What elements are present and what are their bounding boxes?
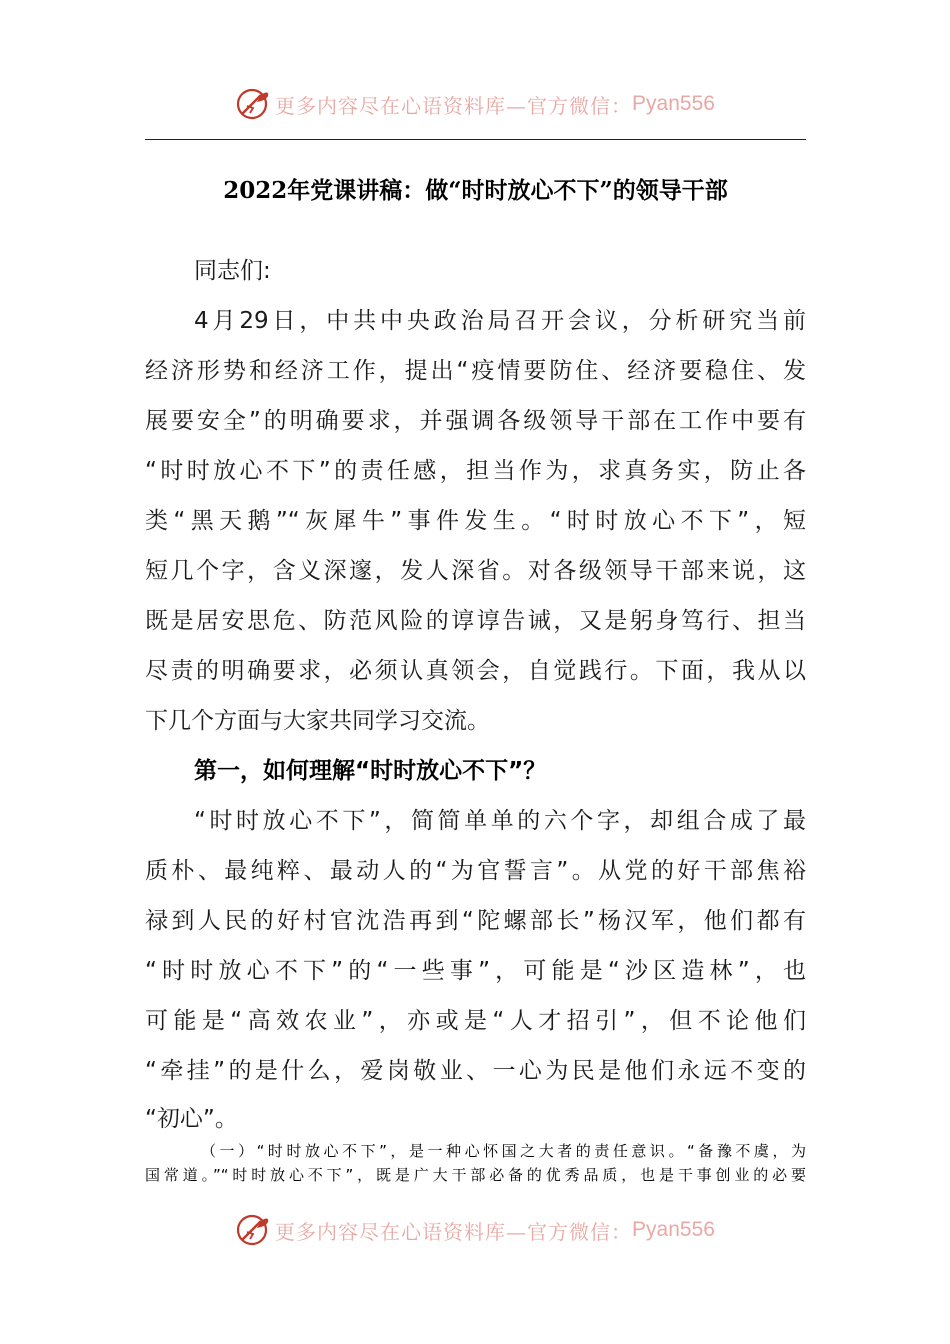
paragraph-line: “牵挂”的是什么，爱岗敬业、一心为民是他们永远不变的 bbox=[145, 1058, 806, 1084]
banner-text: 更多内容尽在心语资料库—官方微信： bbox=[275, 1219, 633, 1244]
paragraph-line: 下几个方面与大家共同学习交流。 bbox=[145, 708, 490, 734]
paragraph-line: 展要安全”的明确要求，并强调各级领导干部在工作中要有 bbox=[145, 408, 806, 434]
quill-pen-logo-icon bbox=[235, 86, 271, 122]
section-heading: 第一，如何理解“时时放心不下”？ bbox=[194, 758, 547, 784]
footnote-line: （一）“时时放心不下”，是一种心怀国之大者的责任意识。“备豫不虞，为 bbox=[201, 1142, 806, 1160]
paragraph-line: 禄到人民的好村官沈浩再到“陀螺部长”杨汉军，他们都有 bbox=[145, 908, 806, 934]
paragraph-line: 可能是“高效农业”，亦或是“人才招引”，但不论他们 bbox=[145, 1008, 806, 1034]
paragraph-line: “时时放心不下”，简简单单的六个字，却组合成了最 bbox=[194, 808, 806, 834]
footer-banner bbox=[0, 1210, 950, 1250]
footnote-line: 国常道。”“时时放心不下”，既是广大干部必备的优秀品质，也是干事创业的必要 bbox=[145, 1166, 806, 1184]
wechat-id: Pyan556 bbox=[632, 1218, 715, 1241]
paragraph-line: 类“黑天鹅”“灰犀牛”事件发生。“时时放心不下”，短 bbox=[145, 508, 806, 534]
quill-pen-logo-icon bbox=[235, 1212, 271, 1248]
paragraph-line: 质朴、最纯粹、最动人的“为官誓言”。从党的好干部焦裕 bbox=[145, 858, 806, 884]
paragraph-line: “初心”。 bbox=[145, 1106, 238, 1132]
paragraph-line: 4月29日，中共中央政治局召开会议，分析研究当前 bbox=[194, 308, 806, 334]
paragraph-line: “时时放心不下”的责任感，担当作为，求真务实，防止各 bbox=[145, 458, 806, 484]
paragraph-line: 尽责的明确要求，必须认真领会，自觉践行。下面，我从以 bbox=[145, 658, 806, 684]
header-divider bbox=[145, 139, 806, 140]
paragraph-line: “时时放心不下”的“一些事”，可能是“沙区造林”，也 bbox=[145, 958, 806, 984]
banner-text: 更多内容尽在心语资料库—官方微信： bbox=[275, 93, 633, 118]
salutation: 同志们: bbox=[194, 258, 271, 284]
paragraph-line: 经济形势和经济工作，提出“疫情要防住、经济要稳住、发 bbox=[145, 358, 806, 384]
document-title: 2022年党课讲稿：做“时时放心不下”的领导干部 bbox=[223, 177, 728, 204]
header-banner bbox=[0, 84, 950, 124]
paragraph-line: 短几个字，含义深邃，发人深省。对各级领导干部来说，这 bbox=[145, 558, 806, 584]
wechat-id: Pyan556 bbox=[632, 92, 715, 115]
paragraph-line: 既是居安思危、防范风险的谆谆告诫，又是躬身笃行、担当 bbox=[145, 608, 806, 634]
